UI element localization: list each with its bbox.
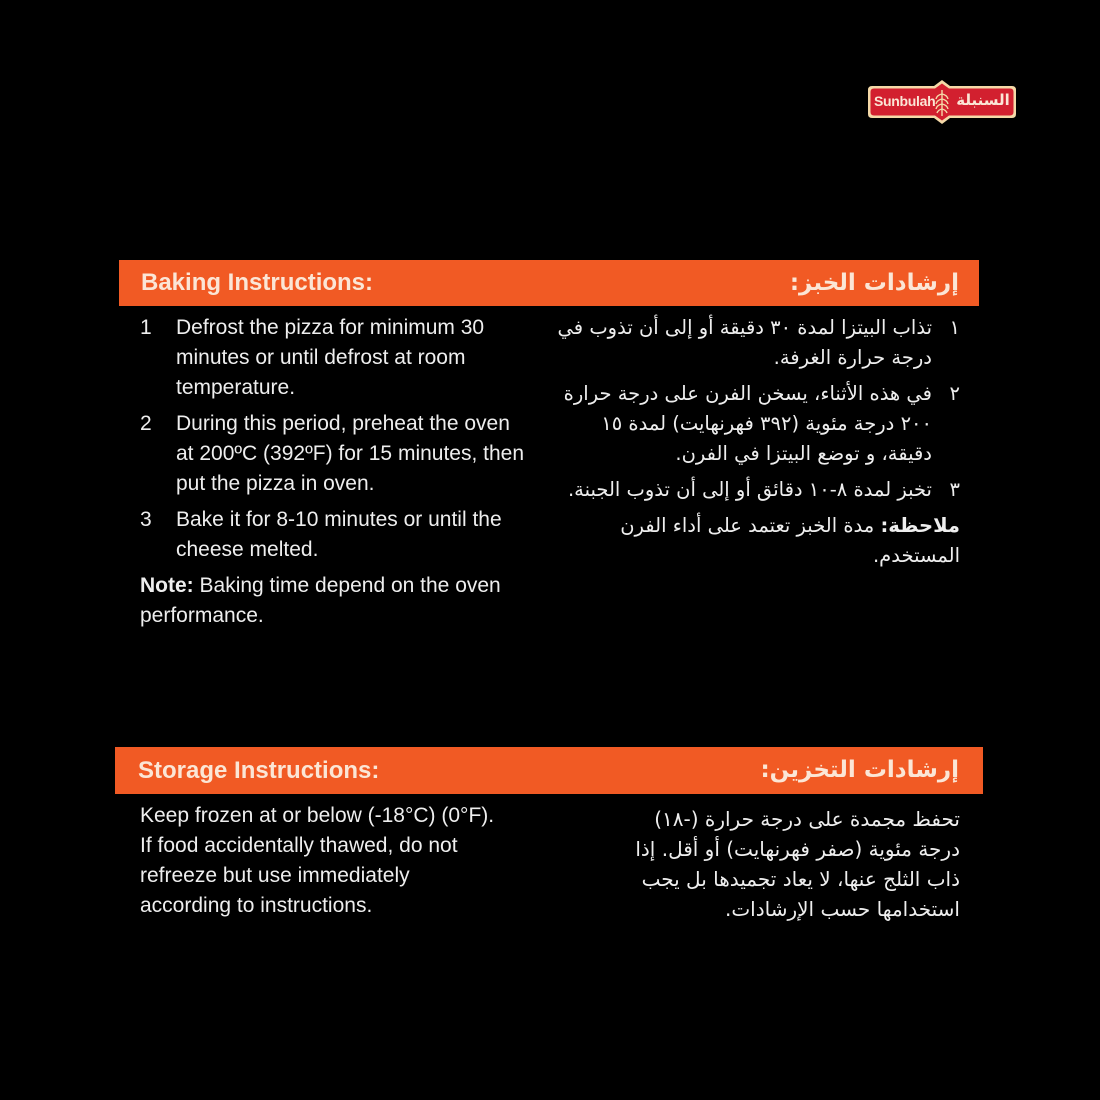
baking-steps-ar xyxy=(556,313,960,571)
step-text: تخبز لمدة ٨-١٠ دقائق أو إلى أن تذوب الجبنة. xyxy=(567,478,932,501)
step-number: ٢ xyxy=(949,382,960,405)
baking-note-en xyxy=(140,571,515,631)
baking-step-ar xyxy=(556,313,960,373)
note-label: ملاحظة: xyxy=(880,514,960,537)
storage-title-en: Storage Instructions: xyxy=(138,757,380,784)
step-number: ١ xyxy=(949,316,960,339)
step-text: Defrost the pizza for minimum 30 minutes or until defrost at room temperature. xyxy=(176,316,485,399)
step-number: 2 xyxy=(140,412,152,435)
step-text: During this period, preheat the oven at 200ºC (392ºF) for 15 minutes, then put the pizza in oven. xyxy=(176,412,525,495)
step-number: ٣ xyxy=(949,478,960,501)
storage-text-en: Keep frozen at or below (-18°C) (0°F). If food accidentally thawed, do not refreeze but use immediately according to instructions. xyxy=(140,804,495,917)
baking-instructions-header xyxy=(119,260,979,306)
step-text: Bake it for 8-10 minutes or until the cheese melted. xyxy=(176,508,502,561)
baking-step-en xyxy=(140,505,530,565)
logo-text-en: Sunbulah xyxy=(874,93,936,109)
baking-title-ar: إرشادات الخبز: xyxy=(789,270,959,296)
baking-step-ar xyxy=(556,379,960,469)
sunbulah-logo xyxy=(866,80,1018,124)
baking-step-ar xyxy=(556,475,960,505)
step-text: في هذه الأثناء، يسخن الفرن على درجة حرارة ٢٠٠ درجة مئوية (٣٩٢ فهرنهايت) لمدة ١٥ دقيقة، و توضع البيتزا في الفرن. xyxy=(563,382,932,465)
storage-title-ar: إرشادات التخزين: xyxy=(760,757,959,783)
note-label: Note: xyxy=(140,574,194,597)
logo-text-ar: السنبلة xyxy=(956,91,1010,109)
baking-title-en: Baking Instructions: xyxy=(141,269,374,296)
note-text: Baking time depend on the oven performance. xyxy=(140,574,501,627)
baking-steps-en xyxy=(140,313,530,631)
storage-text-ar: تحفظ مجمدة على درجة حرارة (-١٨) درجة مئوية (صفر فهرنهايت) أو أقل. إذا ذاب الثلج عنها، لا يعاد تجميدها بل يجب استخدامها حسب الإرشادات. xyxy=(635,807,960,921)
baking-step-en xyxy=(140,313,530,403)
note-text: مدة الخبز تعتمد على أداء الفرن المستخدم. xyxy=(620,514,960,567)
baking-step-en xyxy=(140,409,530,499)
step-number: 1 xyxy=(140,316,152,339)
baking-note-ar xyxy=(556,511,960,571)
storage-instructions-header xyxy=(115,747,983,794)
step-number: 3 xyxy=(140,508,152,531)
step-text: تذاب البيتزا لمدة ٣٠ دقيقة أو إلى أن تذوب في درجة حرارة الغرفة. xyxy=(557,316,932,369)
